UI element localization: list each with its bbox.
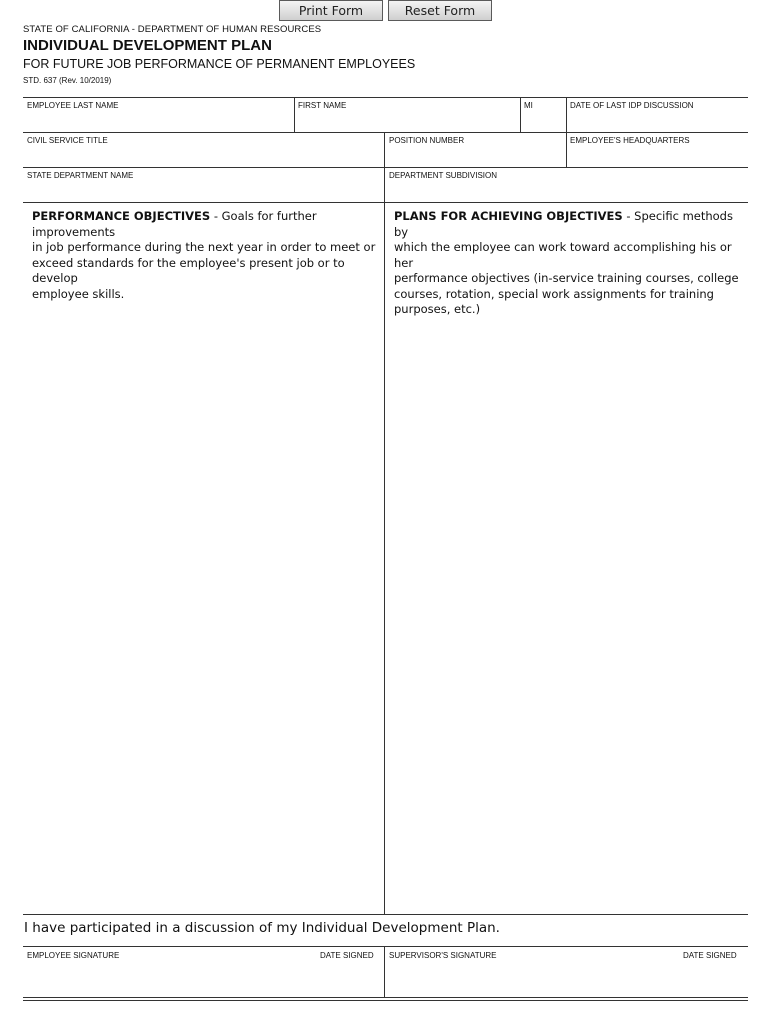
plans-text: courses, rotation, special work assignments for training	[394, 286, 714, 301]
form-number: STD. 637 (Rev. 10/2019)	[23, 76, 112, 85]
plans-text: performance objectives (in-service training courses, college	[394, 271, 739, 285]
employee-last-name-label: EMPLOYEE LAST NAME	[27, 101, 119, 110]
department-subdivision-label: DEPARTMENT SUBDIVISION	[389, 171, 498, 180]
row-divider	[23, 132, 748, 133]
plans-heading: PLANS FOR ACHIEVING OBJECTIVES	[394, 209, 623, 223]
department-subdivision-field[interactable]	[386, 182, 747, 201]
date-last-idp-label: DATE OF LAST IDP DISCUSSION	[570, 101, 694, 110]
column-divider	[384, 946, 385, 997]
position-number-field[interactable]	[386, 147, 565, 166]
performance-objectives-text: - Goals for further improvements	[32, 209, 317, 239]
performance-objectives-text: employee skills.	[32, 286, 125, 301]
mi-label: MI	[524, 101, 533, 110]
row-divider	[23, 202, 748, 203]
performance-objectives-text: exceed standards for the employee's present job or to develop	[32, 255, 345, 285]
form-subtitle: FOR FUTURE JOB PERFORMANCE OF PERMANENT EMPLOYEES	[23, 57, 416, 71]
row-divider	[23, 167, 748, 168]
supervisor-date-signed-label: DATE SIGNED	[683, 951, 737, 960]
mi-field[interactable]	[521, 112, 565, 131]
plans-text: which the employee can work toward accomplishing his or her	[394, 240, 732, 270]
date-last-idp-field[interactable]	[567, 112, 747, 131]
headquarters-label: EMPLOYEE'S HEADQUARTERS	[570, 136, 690, 145]
employee-date-signed-label: DATE SIGNED	[320, 951, 374, 960]
first-name-label: FIRST NAME	[298, 101, 347, 110]
headquarters-field[interactable]	[567, 147, 747, 166]
acknowledgement-statement: I have participated in a discussion of my Individual Development Plan.	[24, 920, 500, 936]
form-title: INDIVIDUAL DEVELOPMENT PLAN	[23, 37, 272, 54]
civil-service-title-field[interactable]	[24, 147, 383, 166]
row-divider	[23, 946, 748, 947]
civil-service-title-label: CIVIL SERVICE TITLE	[27, 136, 108, 145]
form-border-bottom	[23, 997, 748, 998]
first-name-field[interactable]	[295, 112, 519, 131]
plans-text: purposes, etc.)	[394, 302, 481, 316]
reset-form-button[interactable]: Reset Form	[388, 0, 492, 21]
performance-objectives-text: in job performance during the next year in order to meet or	[32, 240, 376, 254]
performance-objectives-instructions	[32, 209, 377, 302]
supervisor-signature-field[interactable]	[386, 962, 747, 996]
performance-objectives-heading: PERFORMANCE OBJECTIVES	[32, 209, 211, 223]
plans-text: - Specific methods by	[394, 209, 733, 239]
print-form-button[interactable]: Print Form	[279, 0, 383, 21]
column-divider	[384, 132, 385, 202]
employee-last-name-field[interactable]	[24, 112, 293, 131]
row-divider	[23, 914, 748, 915]
department-name-field[interactable]	[24, 182, 383, 201]
form-border-bottom	[23, 1000, 748, 1001]
form-border-top	[23, 97, 748, 98]
position-number-label: POSITION NUMBER	[389, 136, 465, 145]
supervisor-signature-label: SUPERVISOR'S SIGNATURE	[389, 951, 497, 960]
performance-objectives-field[interactable]	[24, 290, 383, 912]
plans-field[interactable]	[386, 300, 747, 912]
agency-name: STATE OF CALIFORNIA - DEPARTMENT OF HUMAN RESOURCES	[23, 24, 322, 35]
employee-signature-label: EMPLOYEE SIGNATURE	[27, 951, 120, 960]
department-name-label: STATE DEPARTMENT NAME	[27, 171, 134, 180]
employee-signature-field[interactable]	[24, 962, 383, 996]
column-divider	[384, 202, 385, 914]
